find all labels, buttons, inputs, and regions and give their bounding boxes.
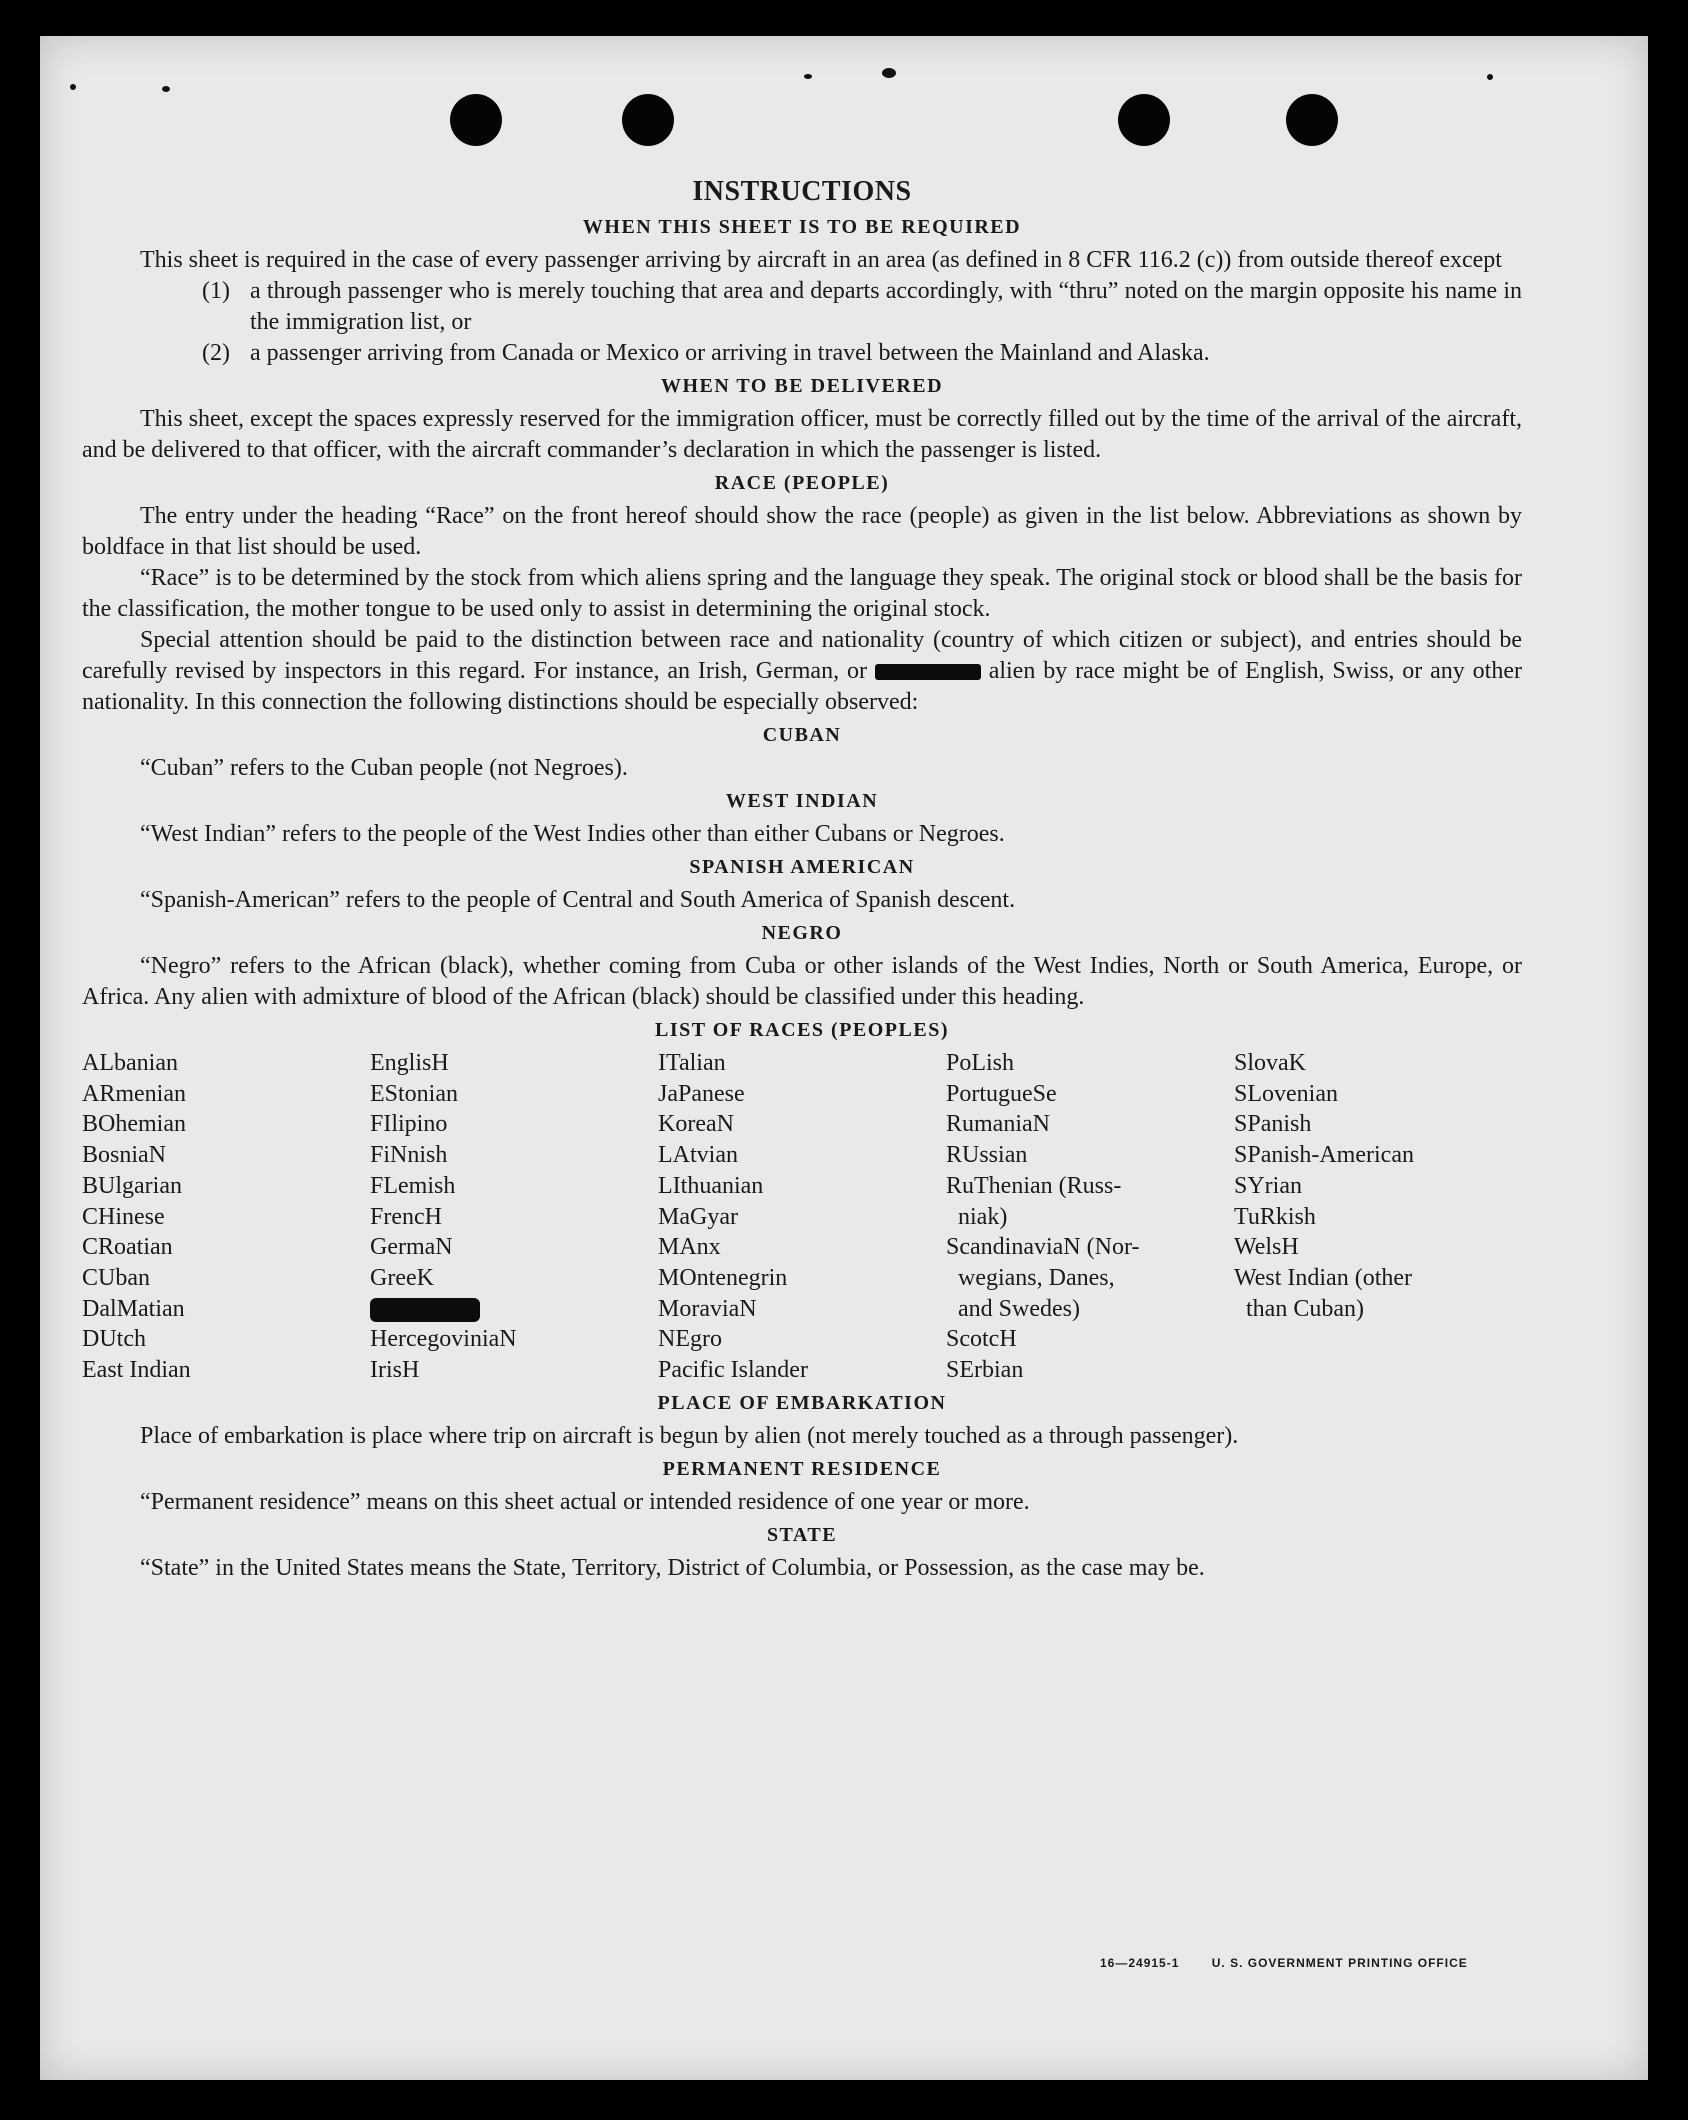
race-entry: than Cuban) [1234, 1295, 1364, 1322]
race-entry: SLovenian [1234, 1080, 1338, 1107]
state-paragraph: “State” in the United States means the State, Territory, District of Columbia, or Possession, as the case may be. [140, 1554, 1205, 1581]
speck [882, 68, 896, 78]
race-entry: FIlipino [370, 1111, 448, 1138]
race-entry: PortugueSe [946, 1080, 1057, 1107]
exception-text: a through passenger who is merely touching that area and departs accordingly, with “thru” noted on the margin opposite his name in the immigration list, or [250, 278, 1522, 335]
punch-hole [450, 94, 502, 146]
speck [804, 74, 812, 79]
race-paragraph-3 [82, 625, 1522, 718]
race-entry: niak) [946, 1203, 1008, 1230]
race-entry: FLemish [370, 1172, 456, 1199]
race-entry: SYrian [1234, 1172, 1302, 1199]
race-entry: KoreaN [658, 1111, 734, 1138]
race-entry: CRoatian [82, 1234, 173, 1261]
race-entry: RumaniaN [946, 1111, 1050, 1138]
exception-text: a passenger arriving from Canada or Mexico or arriving in travel between the Mainland and Alaska. [250, 340, 1210, 366]
race-entry: CUban [82, 1264, 150, 1291]
speck [1487, 74, 1493, 80]
document-sheet [40, 36, 1648, 2080]
race-entry: TuRkish [1234, 1203, 1316, 1230]
section-heading-delivered: WHEN TO BE DELIVERED [660, 375, 944, 397]
race-entry: EnglisH [370, 1050, 449, 1076]
west-indian-paragraph: “West Indian” refers to the people of the West Indies other than either Cubans or Negroes. [140, 821, 1005, 847]
required-paragraph: This sheet is required in the case of every passenger arriving by aircraft in an area (as defined in 8 CFR 116.2 (c)) from outside thereof except [140, 247, 1502, 273]
race-paragraph-3a: Special attention should be paid to the distinction between race and nationality (country of which citizen or subject), and entries should be carefully revised by inspectors in this regard. For instance, an Irish, German, or [82, 627, 1522, 684]
race-entry: DalMatian [82, 1295, 185, 1322]
race-entry: GermaN [370, 1234, 453, 1261]
race-entry: ARmenian [82, 1080, 186, 1107]
page-title: INSTRUCTIONS [692, 176, 912, 207]
race-entry: BUlgarian [82, 1172, 182, 1199]
race-entry: West Indian (other [1234, 1264, 1413, 1291]
race-entry: SPanish-American [1234, 1142, 1414, 1169]
exception-item [82, 338, 1522, 369]
printer-imprint [1100, 1956, 1496, 1970]
race-entry: PoLish [946, 1050, 1015, 1076]
punch-hole [1286, 94, 1338, 146]
section-heading-residence: PERMANENT RESIDENCE [662, 1457, 942, 1480]
race-entry: JaPanese [658, 1080, 745, 1107]
race-entry: WelsH [1234, 1234, 1299, 1261]
race-entry: BosniaN [82, 1142, 166, 1169]
races-column-1 [82, 1048, 370, 1386]
exception-item [82, 276, 1522, 338]
section-heading-race: RACE (PEOPLE) [714, 472, 890, 494]
exception-number: (1) [202, 278, 230, 304]
race-entry: HercegoviniaN [370, 1326, 517, 1353]
races-column-3 [658, 1048, 946, 1386]
race-paragraph-3b: alien by race might be of English, Swiss, or any other nationality. In this connection the following distinctions should be especially observed: [82, 658, 1522, 715]
race-entry: RuThenian (Russ- [946, 1172, 1122, 1199]
race-entry: LAtvian [658, 1142, 738, 1169]
race-entry: ScandinaviaN (Nor- [946, 1234, 1140, 1261]
race-entry-redacted [370, 1294, 658, 1325]
race-entry: SPanish [1234, 1111, 1312, 1138]
section-heading-negro: NEGRO [761, 922, 843, 944]
delivered-paragraph: This sheet, except the spaces expressly reserved for the immigration officer, must be correctly filled out by the time of the arrival of the aircraft, and be delivered to that officer, with the aircraft commander’s declaration in which the passenger is listed. [82, 406, 1522, 463]
race-paragraph-2: “Race” is to be determined by the stock from which aliens spring and the language they speak. The original stock or blood shall be the basis for the classification, the mother tongue to be used only to assist in determining the original stock. [82, 565, 1522, 622]
race-entry: wegians, Danes, [946, 1264, 1115, 1291]
races-column-5 [1234, 1048, 1522, 1386]
race-entry: SlovaK [1234, 1050, 1306, 1076]
instructions-content [82, 176, 1522, 1584]
races-column-2 [370, 1048, 658, 1386]
spanish-american-paragraph: “Spanish-American” refers to the people of Central and South America of Spanish descent. [140, 887, 1016, 913]
section-heading-embarkation: PLACE OF EMBARKATION [657, 1391, 947, 1414]
residence-paragraph: “Permanent residence” means on this sheet actual or intended residence of one year or more. [140, 1488, 1030, 1515]
section-heading-state: STATE [766, 1523, 838, 1546]
race-entry: Pacific Islander [658, 1357, 808, 1384]
speck [162, 86, 170, 92]
race-entry: SErbian [946, 1357, 1024, 1384]
race-entry: ITalian [658, 1050, 726, 1076]
exception-number: (2) [202, 340, 230, 366]
race-entry: CHinese [82, 1203, 165, 1230]
section-heading-spanish-american: SPANISH AMERICAN [689, 856, 915, 878]
punch-hole [1118, 94, 1170, 146]
race-entry: MOntenegrin [658, 1264, 788, 1291]
race-paragraph-1: The entry under the heading “Race” on the front hereof should show the race (people) as given in the list below. Abbreviations as shown by boldface in that list should be used. [82, 503, 1522, 560]
embarkation-paragraph: Place of embarkation is place where trip on aircraft is begun by alien (not merely touched as a through passenger). [140, 1422, 1239, 1449]
race-entry: DUtch [82, 1326, 146, 1353]
race-entry: ScotcH [946, 1326, 1017, 1353]
race-entry: ALbanian [82, 1050, 178, 1076]
section-heading-list-of-races: LIST OF RACES (PEOPLES) [654, 1019, 949, 1041]
races-column-4 [946, 1048, 1234, 1386]
section-heading-cuban: CUBAN [762, 724, 842, 746]
punch-hole [622, 94, 674, 146]
printer-name: U. S. GOVERNMENT PRINTING OFFICE [1211, 1956, 1468, 1970]
race-entry: East Indian [82, 1357, 191, 1384]
race-entry: BOhemian [82, 1111, 186, 1138]
race-entry: MaGyar [658, 1203, 738, 1230]
race-entry: EStonian [370, 1080, 458, 1107]
section-heading-required: WHEN THIS SHEET IS TO BE REQUIRED [582, 216, 1022, 238]
race-entry: NEgro [658, 1326, 722, 1353]
race-entry: FiNnish [370, 1142, 448, 1169]
redaction-mark [875, 664, 981, 680]
race-entry: GreeK [370, 1264, 434, 1291]
race-entry: LIthuanian [658, 1172, 764, 1199]
race-entry: MAnx [658, 1234, 721, 1261]
race-entry: and Swedes) [946, 1295, 1080, 1322]
cuban-paragraph: “Cuban” refers to the Cuban people (not Negroes). [140, 755, 628, 781]
redaction-mark [370, 1298, 480, 1322]
speck [70, 84, 76, 90]
race-entry: MoraviaN [658, 1295, 757, 1322]
races-list [82, 1048, 1522, 1386]
race-entry: IrisH [370, 1357, 420, 1384]
negro-paragraph: “Negro” refers to the African (black), whether coming from Cuba or other islands of the West Indies, North or South America, Europe, or Africa. Any alien with admixture of blood of the African (black) should be classified under this heading. [82, 953, 1522, 1010]
race-entry: RUssian [946, 1142, 1028, 1169]
section-heading-west-indian: WEST INDIAN [725, 790, 879, 812]
race-entry: FrencH [370, 1203, 442, 1230]
form-number: 16—24915-1 [1100, 1956, 1180, 1970]
